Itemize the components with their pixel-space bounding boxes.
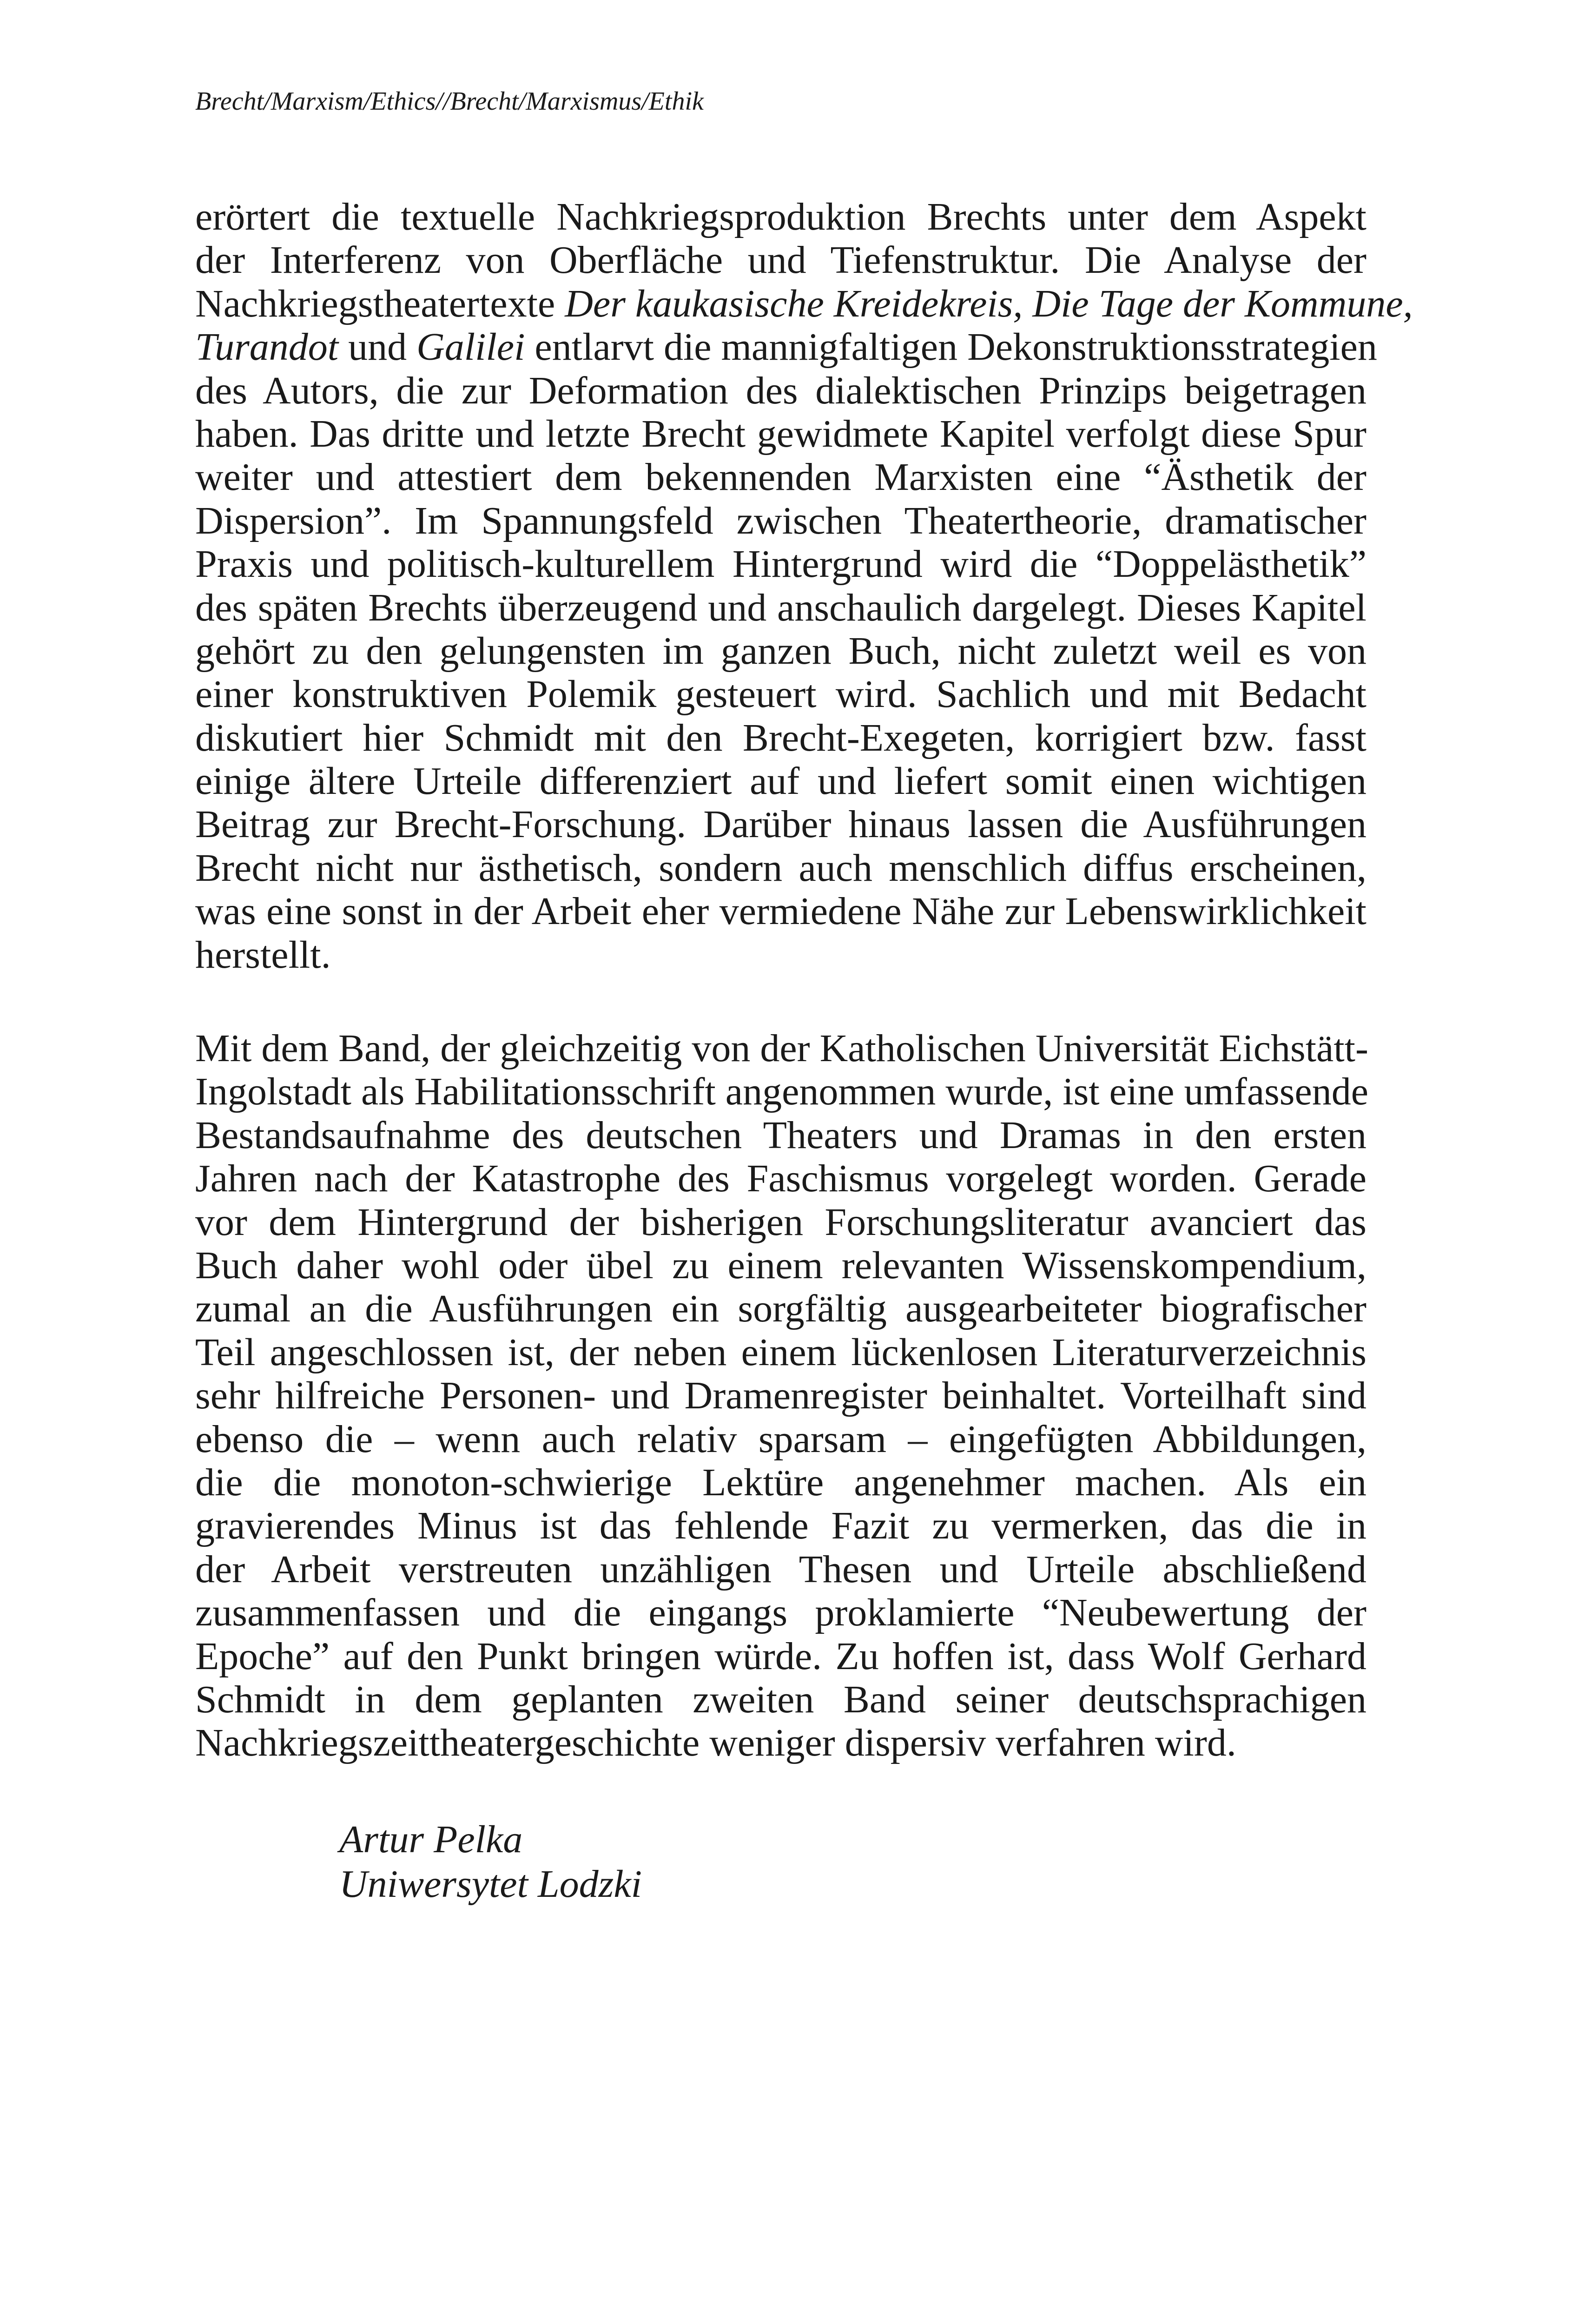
reviewer-affiliation: Uniwersytet Lodzki [339,1862,642,1906]
text-line: gravierendes Minus ist das fehlende Fazit zu vermerken, das die in [195,1504,1366,1548]
running-head: Brecht/Marxism/Ethics//Brecht/Marxismus/Ethik [195,87,704,116]
text-span: Nachkriegstheatertexte [195,282,565,325]
text-line: weiter und attestiert dem bekennenden Marxisten eine “Ästhetik der [195,456,1366,499]
text-line: des späten Brechts überzeugend und anschaulich dargelegt. Dieses Kapitel [195,586,1366,629]
text-line: vor dem Hintergrund der bisherigen Forschungsliteratur avanciert das [195,1200,1366,1244]
text-line: Schmidt in dem geplanten zweiten Band seiner deutschsprachigen [195,1677,1366,1721]
text-line: Teil angeschlossen ist, der neben einem lückenlosen Literaturverzeichnis [195,1330,1366,1374]
text-line: haben. Das dritte und letzte Brecht gewidmete Kapitel verfolgt diese Spur [195,412,1366,456]
text-line: einige ältere Urteile differenziert auf und liefert somit einen wichtigen [195,759,1366,803]
text-line: Ingolstadt als Habilitationsschrift angenommen wurde, ist eine umfassende [195,1070,1369,1114]
text-line: Brecht nicht nur ästhetisch, sondern auch menschlich diffus erscheinen, [195,846,1366,890]
text-line: herstellt. [195,933,331,977]
text-line: Praxis und politisch-kulturellem Hintergrund wird die “Doppelästhetik” [195,542,1366,586]
text-line: Buch daher wohl oder übel zu einem relevanten Wissenskompendium, [195,1243,1366,1287]
article-body [195,195,1413,1765]
text-line: der Arbeit verstreuten unzähligen Thesen und Urteile abschließend [195,1547,1366,1591]
text-line: erörtert die textuelle Nachkriegsproduktion Brechts unter dem Aspekt [195,195,1366,238]
text-line: ebenso die – wenn auch relativ sparsam – eingefügten Abbildungen, [195,1417,1366,1461]
text-line [195,325,1377,369]
text-line: Nachkriegszeittheatergeschichte weniger dispersiv verfahren wird. [195,1721,1236,1765]
text-line: Bestandsaufnahme des deutschen Theaters und Dramas in den ersten [195,1113,1366,1157]
work-title: Der kaukasische Kreidekreis, Die Tage der Kommune, [565,282,1413,325]
text-line: des Autors, die zur Deformation des dialektischen Prinzips beigetragen [195,369,1366,412]
text-line: was eine sonst in der Arbeit eher vermiedene Nähe zur Lebenswirklichkeit [195,890,1366,933]
text-line: der Interferenz von Oberfläche und Tiefenstruktur. Die Analyse der [195,238,1366,282]
text-line: gehört zu den gelungensten im ganzen Buch, nicht zuletzt weil es von [195,629,1366,673]
text-line [195,282,1413,325]
text-line: Epoche” auf den Punkt bringen würde. Zu hoffen ist, dass Wolf Gerhard [195,1634,1366,1678]
work-title: Galilei [416,325,525,369]
text-line: die die monoton-schwierige Lektüre angenehmer machen. Als ein [195,1460,1366,1504]
reviewer-signature [339,1817,642,1907]
text-line: sehr hilfreiche Personen- und Dramenregister beinhaltet. Vorteilhaft sind [195,1374,1366,1418]
reviewer-name: Artur Pelka [339,1818,523,1861]
text-line: Jahren nach der Katastrophe des Faschismus vorgelegt worden. Gerade [195,1157,1366,1201]
text-span: und [338,325,417,369]
text-line: Dispersion”. Im Spannungsfeld zwischen Theatertheorie, dramatischer [195,499,1366,542]
text-line: zusammenfassen und die eingangs proklamierte “Neubewertung der [195,1591,1366,1635]
paragraph-1 [195,195,1413,977]
work-title: Turandot [195,325,339,369]
text-span: entlarvt die mannigfaltigen Dekonstruktionsstrategien [525,325,1377,369]
paragraph-spacer [195,977,1366,1027]
text-line: diskutiert hier Schmidt mit den Brecht-Exegeten, korrigiert bzw. fasst [195,716,1366,759]
paragraph-2 [195,1027,1369,1765]
text-line: Beitrag zur Brecht-Forschung. Darüber hinaus lassen die Ausführungen [195,803,1366,846]
text-line: einer konstruktiven Polemik gesteuert wird. Sachlich und mit Bedacht [195,673,1366,716]
text-line: Mit dem Band, der gleichzeitig von der Katholischen Universität Eichstätt- [195,1027,1368,1070]
text-line: zumal an die Ausführungen ein sorgfältig ausgearbeiteter biografischer [195,1287,1366,1331]
